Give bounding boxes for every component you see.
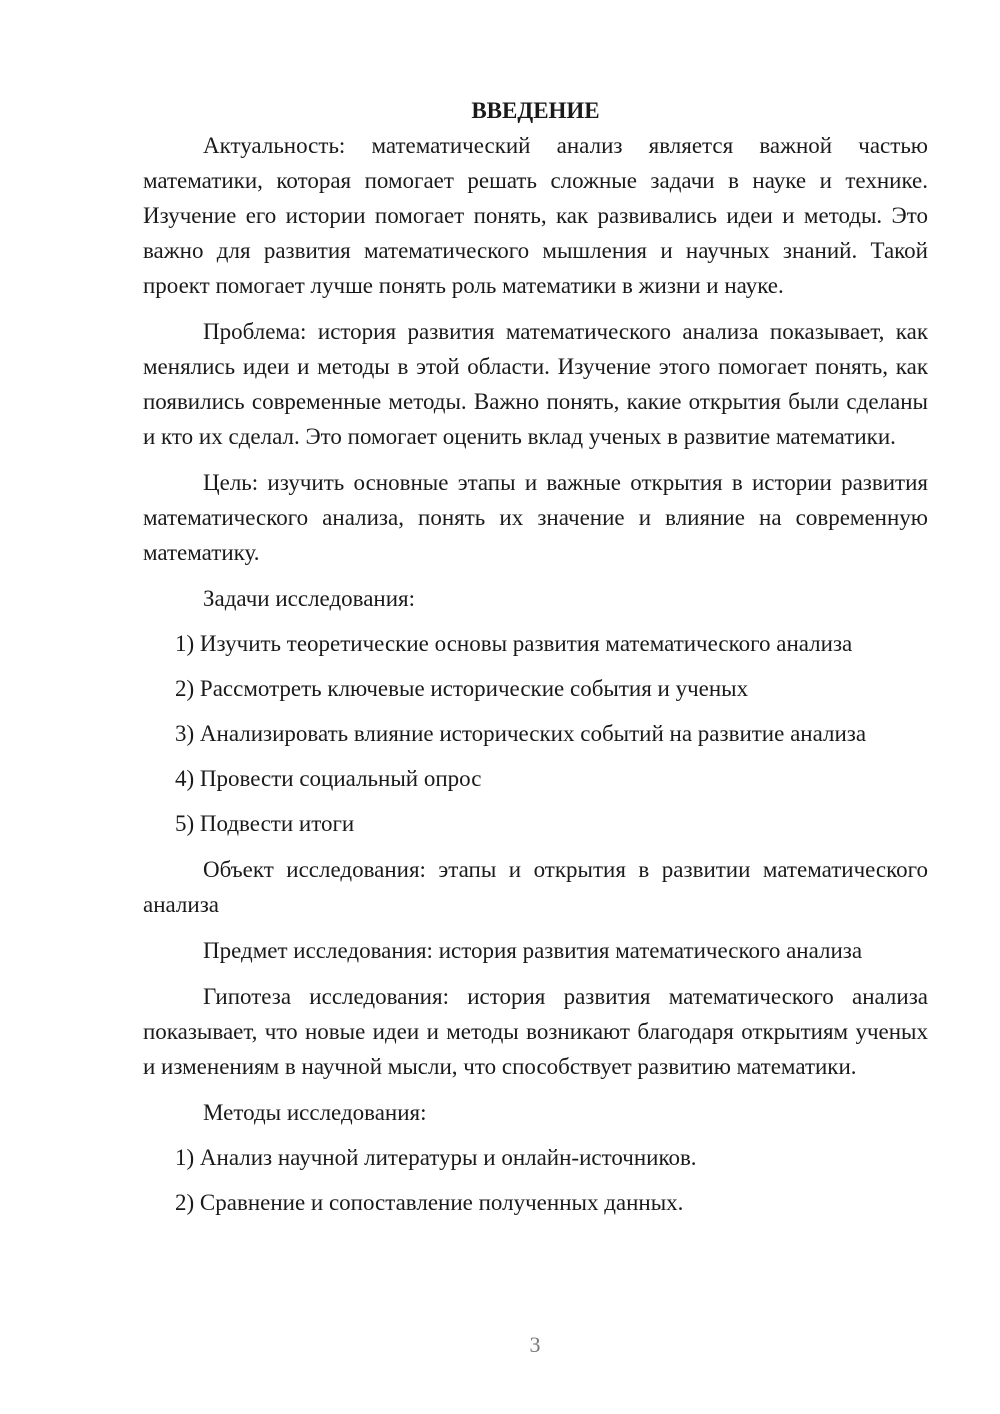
problem-paragraph: Проблема: история развития математического анализа показывает, как менялись идеи и методы в этой области. Изучение этого помогает понять, как появились современные методы. Важно понять, какие открытия были сделаны и кто их сделал. Это помогает оценить вклад ученых в развитие математики. (143, 319, 928, 449)
task-item: 1) Изучить теоретические основы развития математического анализа (175, 631, 853, 656)
page-number: 3 (529, 1332, 541, 1357)
methods-heading: Методы исследования: (203, 1100, 427, 1125)
object-paragraph: Объект исследования: этапы и открытия в развитии математического анализа (143, 857, 928, 917)
document-page (143, 94, 928, 1231)
task-item: 3) Анализировать влияние исторических событий на развитие анализа (175, 721, 867, 746)
goal-paragraph: Цель: изучить основные этапы и важные открытия в истории развития математического анализа, понять их значение и влияние на современную математику. (143, 470, 928, 565)
page-title: ВВЕДЕНИЕ (471, 98, 600, 123)
method-item: 1) Анализ научной литературы и онлайн-источников. (175, 1145, 697, 1170)
relevance-paragraph: Актуальность: математический анализ является важной частью математики, которая помогает решать сложные задачи в науке и технике. Изучение его истории помогает понять, как развивались идеи и методы. Это важно для развития математического мышления и научных знаний. Такой проект помогает лучше понять роль математики в жизни и науке. (143, 133, 928, 298)
task-item: 2) Рассмотреть ключевые исторические события и ученых (175, 676, 749, 701)
task-item: 4) Провести социальный опрос (175, 766, 482, 791)
method-item: 2) Сравнение и сопоставление полученных данных. (175, 1190, 684, 1215)
hypothesis-paragraph: Гипотеза исследования: история развития математического анализа показывает, что новые идеи и методы возникают благодаря открытиям ученых и изменениям в научной мысли, что способствует развитию математики. (143, 984, 928, 1079)
task-item: 5) Подвести итоги (175, 811, 355, 836)
subject-paragraph: Предмет исследования: история развития математического анализа (203, 938, 863, 963)
tasks-heading: Задачи исследования: (203, 586, 416, 611)
